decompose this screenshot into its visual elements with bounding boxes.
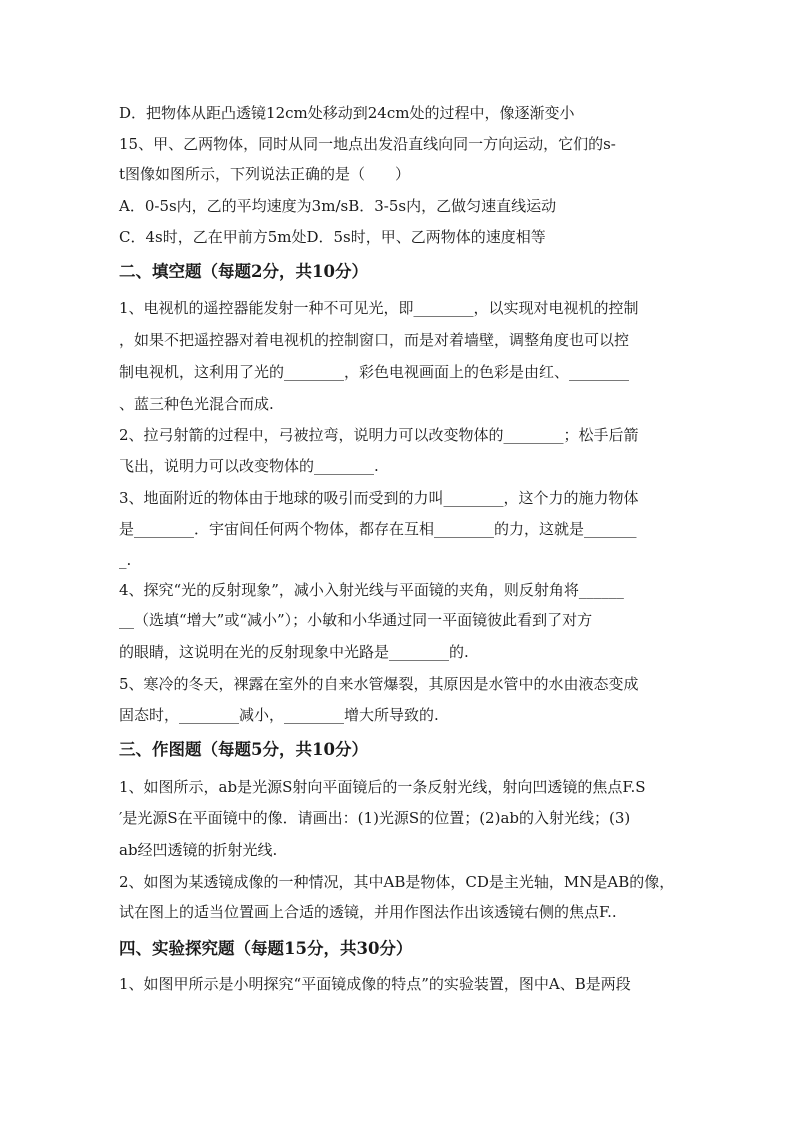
s2-q4-line1: 4、探究“光的反射现象”，减小入射光线与平面镜的夹角，则反射角将______ (119, 581, 624, 599)
s2-q3-line2: 是________．宇宙间任何两个物体，都存在互相________的力，这就是_______ (119, 520, 637, 538)
s2-q4-line2: __（选填“增大”或“减小”）；小敏和小华通过同一平面镜彼此看到了对方 (119, 611, 593, 629)
s3-q1-line1: 1、如图所示，ab是光源S射向平面镜后的一条反射光线，射向凹透镜的焦点F.S (119, 778, 646, 796)
s2-q1-line2: ，如果不把遥控器对着电视机的控制窗口，而是对着墙壁，调整角度也可以控 (119, 331, 630, 349)
s2-q5-line1: 5、寒冷的冬天，裸露在室外的自来水管爆裂，其原因是水管中的水由液态变成 (119, 675, 639, 693)
s2-q3-line3: _. (119, 551, 132, 569)
s2-q4-line3: 的眼睛，这说明在光的反射现象中光路是________的. (119, 643, 469, 661)
section-heading-experiment: 四、实验探究题（每题15分，共30分） (119, 939, 413, 958)
s4-q1-line1: 1、如图甲所示是小明探究“平面镜成像的特点”的实验装置，图中A、B是两段 (119, 975, 631, 993)
s3-q1-line2: ′是光源S在平面镜中的像．请画出：(1)光源S的位置；(2)ab的入射光线；(3) (119, 809, 631, 827)
s2-q1-line1: 1、电视机的遥控器能发射一种不可见光，即________，以实现对电视机的控制 (119, 299, 639, 317)
section-heading-drawing: 三、作图题（每题5分，共10分） (119, 740, 368, 759)
s3-q2-line2: 试在图上的适当位置画上合适的透镜，并用作图法作出该透镜右侧的焦点F.. (119, 903, 617, 921)
s2-q1-line3: 制电视机，这利用了光的________，彩色电视画面上的色彩是由红、________ (119, 363, 630, 381)
q15-options-cd: C．4s时，乙在甲前方5m处D．5s时，甲、乙两物体的速度相等 (119, 228, 546, 246)
q15-options-ab: A．0-5s内，乙的平均速度为3m/sB．3-5s内，乙做匀速直线运动 (119, 197, 557, 215)
s2-q5-line2: 固态时，________减小，________增大所导致的. (119, 706, 439, 724)
s3-q2-line1: 2、如图为某透镜成像的一种情况，其中AB是物体，CD是主光轴，MN是AB的像， (119, 873, 675, 891)
s3-q1-line3: ab经凹透镜的折射光线. (119, 841, 278, 859)
section-heading-fill-in: 二、填空题（每题2分，共10分） (119, 262, 368, 281)
q15-stem-line1: 15、甲、乙两物体，同时从同一地点出发沿直线向同一方向运动，它们的s- (119, 135, 616, 153)
s2-q2-line2: 飞出，说明力可以改变物体的________. (119, 457, 379, 475)
q14-option-d: D．把物体从距凸透镜12cm处移动到24cm处的过程中，像逐渐变小 (119, 104, 575, 122)
s2-q2-line1: 2、拉弓射箭的过程中，弓被拉弯，说明力可以改变物体的________；松手后箭 (119, 426, 639, 444)
q15-stem-line2: t图像如图所示，下列说法正确的是（ ） (119, 165, 411, 183)
s2-q1-line4: 、蓝三种色光混合而成. (119, 395, 274, 413)
s2-q3-line1: 3、地面附近的物体由于地球的吸引而受到的力叫________，这个力的施力物体 (119, 489, 639, 507)
